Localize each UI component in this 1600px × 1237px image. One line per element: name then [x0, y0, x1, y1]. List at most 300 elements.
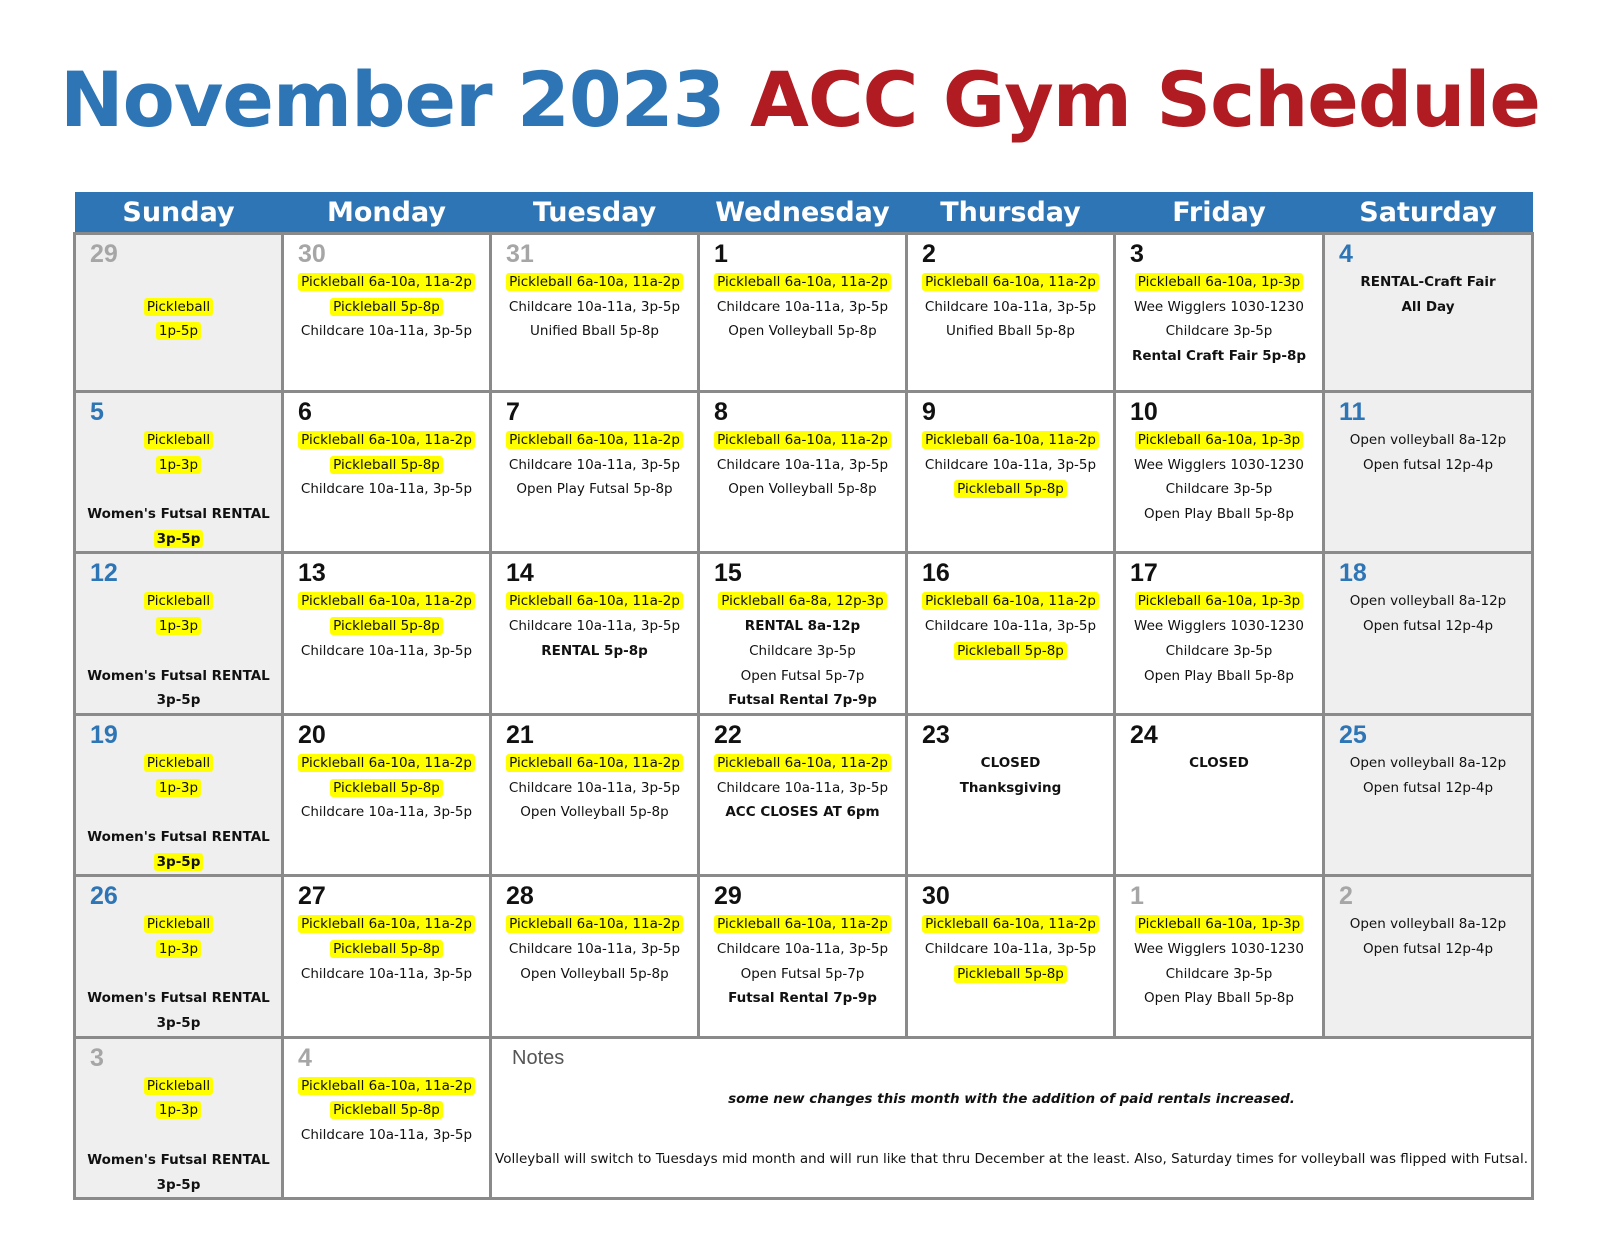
event-line: [284, 270, 489, 295]
highlighted-event-text: Pickleball 6a-10a, 11a-2p: [714, 273, 891, 291]
event-text: Open futsal 12p-4p: [1362, 941, 1494, 957]
event-text: Childcare 3p-5p: [749, 642, 856, 659]
event-text: Open Volleyball 5p-8p: [520, 804, 669, 821]
day-cell: [1115, 876, 1324, 1037]
highlighted-event-text: 1p-3p: [156, 779, 201, 797]
event-line: [1116, 428, 1322, 453]
event-line: [76, 850, 281, 875]
highlighted-event-text: Pickleball 5p-8p: [954, 965, 1067, 983]
event-line: [700, 912, 905, 937]
highlighted-event-text: 1p-3p: [156, 1101, 201, 1119]
event-line: [284, 912, 489, 937]
day-cell: [283, 1037, 491, 1198]
day-cell: [283, 392, 491, 553]
highlighted-event-text: Pickleball: [144, 298, 213, 316]
event-line: [1325, 428, 1531, 453]
highlighted-event-text: Pickleball 6a-10a, 11a-2p: [714, 915, 891, 933]
event-line: [1116, 589, 1322, 614]
event-text: Childcare 3p-5p: [1165, 642, 1273, 659]
highlighted-event-text: Pickleball 5p-8p: [954, 480, 1067, 498]
event-line: [700, 477, 905, 502]
event-line: [284, 937, 489, 962]
day-cell: [1324, 876, 1533, 1037]
highlighted-event-text: 1p-3p: [156, 456, 201, 474]
spacer: [76, 477, 281, 502]
notes-cell: [491, 1037, 1533, 1198]
event-line: [700, 751, 905, 776]
notes-label: Notes: [512, 1046, 565, 1069]
event-list: [492, 587, 697, 663]
event-text: Childcare 10a-11a, 3p-5p: [300, 323, 473, 340]
highlighted-event-text: Pickleball 5p-8p: [330, 1101, 443, 1119]
event-list: [284, 910, 489, 986]
day-cell: [283, 234, 491, 392]
event-list: [908, 749, 1113, 800]
event-list: [284, 268, 489, 344]
page-title: [0, 52, 1600, 148]
weekday-header-friday: Friday: [1115, 192, 1324, 234]
day-cell: [491, 392, 699, 553]
day-number: 31: [506, 240, 534, 268]
day-cell: [907, 876, 1115, 1037]
event-list: [76, 587, 281, 712]
highlighted-event-text: Pickleball 6a-10a, 11a-2p: [506, 915, 683, 933]
day-number: 2: [1339, 882, 1353, 911]
event-text: Childcare 10a-11a, 3p-5p: [924, 618, 1097, 635]
event-line: [492, 295, 697, 320]
weekday-header-thursday: Thursday: [907, 192, 1115, 234]
event-list: [1325, 749, 1531, 800]
event-text: Childcare 10a-11a, 3p-5p: [508, 618, 681, 635]
event-line: [908, 614, 1113, 639]
title-month: November 2023: [60, 55, 725, 144]
day-number: 24: [1130, 720, 1158, 749]
event-text: Childcare 10a-11a, 3p-5p: [924, 941, 1097, 957]
event-text: Open Play Bball 5p-8p: [1144, 667, 1294, 684]
event-line: [700, 639, 905, 664]
event-line: [76, 614, 281, 639]
event-line: [700, 270, 905, 295]
notes-line-1: some new changes this month with the addition of paid rentals increased.: [728, 1090, 1295, 1107]
event-list: [284, 749, 489, 825]
day-number: 20: [298, 720, 326, 749]
weekday-header-saturday: Saturday: [1324, 192, 1533, 234]
event-text: Childcare 10a-11a, 3p-5p: [716, 779, 889, 796]
day-cell: [491, 714, 699, 875]
event-line: [700, 589, 905, 614]
spacer: [76, 962, 281, 987]
day-number: 3: [90, 1043, 104, 1072]
day-number: 30: [922, 882, 950, 911]
event-list: [700, 426, 905, 502]
highlighted-event-text: Pickleball: [144, 592, 213, 610]
day-cell: [75, 392, 283, 553]
event-line: [700, 428, 905, 453]
event-line: [908, 912, 1113, 937]
event-text: Open Play Futsal 5p-8p: [516, 481, 673, 498]
event-line: [908, 453, 1113, 478]
event-text: 3p-5p: [156, 692, 201, 709]
week-row: [75, 876, 1533, 1037]
highlighted-event-text: Pickleball 6a-10a, 11a-2p: [506, 754, 683, 772]
event-line: [1116, 295, 1322, 320]
event-list: [1325, 910, 1531, 961]
event-line: [492, 428, 697, 453]
event-line: [76, 589, 281, 614]
event-list: [1116, 268, 1322, 369]
event-list: [908, 268, 1113, 344]
event-line: [1116, 344, 1322, 369]
event-line: [284, 319, 489, 344]
highlighted-event-text: 1p-3p: [156, 617, 201, 635]
event-line: [1116, 614, 1322, 639]
day-cell: [75, 234, 283, 392]
event-text: RENTAL 8a-12p: [744, 618, 861, 635]
event-text: RENTAL-Craft Fair: [1360, 274, 1496, 290]
event-text: Childcare 10a-11a, 3p-5p: [716, 298, 889, 315]
day-cell: [75, 714, 283, 875]
event-list: [1116, 910, 1322, 1011]
event-list: [700, 910, 905, 1011]
event-line: [1325, 589, 1531, 614]
day-cell: [1115, 553, 1324, 714]
event-text: Wee Wigglers 1030-1230: [1134, 298, 1304, 315]
event-line: [1325, 295, 1531, 320]
event-line: [284, 776, 489, 801]
event-line: [76, 825, 281, 850]
event-line: [492, 453, 697, 478]
day-cell: [1324, 234, 1533, 392]
day-cell: [1115, 714, 1324, 875]
day-number: 27: [298, 882, 326, 911]
event-line: [1116, 319, 1322, 344]
event-list: [1325, 268, 1531, 319]
event-text: Childcare 10a-11a, 3p-5p: [300, 965, 473, 982]
event-line: [1325, 453, 1531, 478]
day-cell: [1115, 234, 1324, 392]
event-line: [492, 751, 697, 776]
event-text: Open volleyball 8a-12p: [1349, 593, 1507, 610]
event-text: Wee Wigglers 1030-1230: [1134, 618, 1304, 635]
event-text: Wee Wigglers 1030-1230: [1134, 941, 1304, 957]
event-text: Open futsal 12p-4p: [1362, 618, 1494, 635]
event-text: Childcare 3p-5p: [1165, 323, 1273, 340]
event-text: Childcare 10a-11a, 3p-5p: [924, 456, 1097, 473]
weekday-header-sunday: Sunday: [75, 192, 283, 234]
event-line: [492, 589, 697, 614]
event-line: [700, 295, 905, 320]
event-line: [908, 428, 1113, 453]
day-number: 7: [506, 398, 520, 426]
event-line: [1116, 986, 1322, 1011]
event-list: [1116, 749, 1322, 776]
event-line: [284, 428, 489, 453]
week-row: [75, 714, 1533, 875]
event-list: [700, 268, 905, 344]
event-list: [76, 426, 281, 551]
event-line: [284, 751, 489, 776]
event-text: Open volleyball 8a-12p: [1349, 432, 1507, 448]
event-line: [1325, 614, 1531, 639]
event-list: [700, 749, 905, 825]
event-text: Open Play Bball 5p-8p: [1144, 506, 1294, 523]
highlighted-event-text: Pickleball 6a-10a, 11a-2p: [298, 592, 475, 610]
highlighted-event-text: 1p-3p: [156, 940, 201, 958]
event-list: [1325, 426, 1531, 477]
highlighted-event-text: Pickleball 5p-8p: [330, 940, 443, 958]
event-line: [76, 1011, 281, 1036]
event-text: Open volleyball 8a-12p: [1349, 754, 1507, 771]
event-line: [76, 453, 281, 478]
day-number: 29: [714, 882, 742, 911]
day-number: 18: [1339, 559, 1367, 588]
day-number: 9: [922, 398, 936, 426]
highlighted-event-text: Pickleball 6a-10a, 1p-3p: [1135, 273, 1303, 291]
event-text: Childcare 10a-11a, 3p-5p: [300, 481, 473, 498]
event-line: [908, 937, 1113, 962]
event-text: RENTAL 5p-8p: [541, 642, 648, 659]
event-list: [284, 426, 489, 502]
event-text: 3p-5p: [156, 1176, 201, 1193]
highlighted-event-text: Pickleball 5p-8p: [330, 456, 443, 474]
event-list: [76, 1072, 281, 1197]
event-line: [700, 614, 905, 639]
day-number: 16: [922, 559, 950, 588]
highlighted-event-text: 1p-5p: [156, 322, 201, 340]
event-text: Women's Futsal RENTAL: [87, 990, 270, 1007]
event-list: [284, 587, 489, 663]
event-text: Open futsal 12p-4p: [1362, 779, 1494, 796]
event-text: Childcare 10a-11a, 3p-5p: [716, 941, 889, 957]
day-cell: [491, 876, 699, 1037]
event-line: [700, 962, 905, 987]
spacer: [76, 1123, 281, 1148]
day-cell: [1324, 392, 1533, 553]
event-list: [76, 910, 281, 1035]
week-row: [75, 392, 1533, 553]
day-number: 6: [298, 398, 312, 426]
event-text: Childcare 10a-11a, 3p-5p: [508, 298, 681, 315]
event-list: [76, 268, 281, 344]
week-row: [75, 1037, 1533, 1198]
event-text: 3p-5p: [156, 1015, 201, 1032]
day-number: 15: [714, 559, 742, 588]
highlighted-event-text: 3p-5p: [154, 530, 204, 548]
event-line: [908, 776, 1113, 801]
event-line: [284, 453, 489, 478]
event-list: [492, 749, 697, 825]
event-text: Childcare 10a-11a, 3p-5p: [300, 1127, 473, 1144]
event-text: Thanksgiving: [959, 779, 1062, 796]
highlighted-event-text: Pickleball 5p-8p: [954, 642, 1067, 660]
event-line: [908, 751, 1113, 776]
event-list: [1325, 587, 1531, 638]
event-line: [284, 1123, 489, 1148]
event-text: Childcare 10a-11a, 3p-5p: [300, 804, 473, 821]
day-cell: [491, 234, 699, 392]
weekday-header-row: [75, 192, 1533, 234]
event-text: Open Futsal 5p-7p: [740, 965, 865, 982]
event-text: Open Volleyball 5p-8p: [728, 481, 877, 498]
event-text: Open futsal 12p-4p: [1362, 456, 1494, 473]
event-text: Open volleyball 8a-12p: [1349, 916, 1507, 933]
event-line: [284, 1098, 489, 1123]
weekday-header-monday: Monday: [283, 192, 491, 234]
event-text: Rental Craft Fair 5p-8p: [1132, 348, 1306, 365]
highlighted-event-text: Pickleball 6a-10a, 11a-2p: [506, 431, 683, 449]
event-line: [1116, 270, 1322, 295]
event-text: Women's Futsal RENTAL: [87, 667, 270, 684]
event-line: [908, 270, 1113, 295]
highlighted-event-text: Pickleball 6a-10a, 11a-2p: [922, 431, 1099, 449]
event-list: [492, 910, 697, 986]
event-line: [908, 319, 1113, 344]
event-line: [700, 800, 905, 825]
day-cell: [699, 392, 907, 553]
event-text: Unified Bball 5p-8p: [946, 323, 1075, 340]
day-number: 26: [90, 882, 118, 911]
day-cell: [699, 714, 907, 875]
notes-line-2: Volleyball will switch to Tuesdays mid month and will run like that thru December at the least. Also, Saturday times for volleyball was flipped with Futsal.: [495, 1150, 1528, 1167]
highlighted-event-text: Pickleball 5p-8p: [330, 779, 443, 797]
event-text: Childcare 10a-11a, 3p-5p: [716, 456, 889, 473]
day-cell: [907, 392, 1115, 553]
event-line: [908, 477, 1113, 502]
event-line: [76, 688, 281, 713]
event-line: [700, 688, 905, 713]
event-line: [76, 1148, 281, 1173]
day-cell: [1324, 553, 1533, 714]
event-line: [284, 1074, 489, 1099]
event-line: [76, 937, 281, 962]
event-line: [1325, 776, 1531, 801]
event-text: Women's Futsal RENTAL: [87, 1151, 270, 1168]
weekday-header-tuesday: Tuesday: [491, 192, 699, 234]
highlighted-event-text: Pickleball 6a-10a, 11a-2p: [298, 1077, 475, 1095]
spacer: [76, 639, 281, 664]
day-cell: [283, 876, 491, 1037]
highlighted-event-text: Pickleball 6a-10a, 11a-2p: [506, 592, 683, 610]
event-line: [1116, 751, 1322, 776]
highlighted-event-text: Pickleball 6a-10a, 1p-3p: [1135, 915, 1303, 933]
day-number: 19: [90, 720, 118, 749]
event-line: [908, 295, 1113, 320]
highlighted-event-text: Pickleball: [144, 431, 213, 449]
event-list: [492, 268, 697, 344]
spacer: [76, 800, 281, 825]
event-line: [492, 270, 697, 295]
highlighted-event-text: Pickleball 6a-10a, 11a-2p: [298, 915, 475, 933]
event-line: [1116, 962, 1322, 987]
event-line: [1116, 477, 1322, 502]
day-number: 8: [714, 398, 728, 426]
event-line: [284, 962, 489, 987]
day-number: 10: [1130, 398, 1158, 426]
event-text: Open Futsal 5p-7p: [740, 667, 865, 684]
event-text: Futsal Rental 7p-9p: [728, 692, 877, 709]
day-number: 14: [506, 559, 534, 588]
highlighted-event-text: Pickleball 5p-8p: [330, 617, 443, 635]
event-line: [492, 800, 697, 825]
event-line: [284, 800, 489, 825]
event-text: Women's Futsal RENTAL: [87, 828, 270, 845]
event-text: All Day: [1401, 298, 1455, 315]
spacer: [76, 270, 281, 295]
day-number: 2: [922, 240, 936, 268]
day-cell: [907, 714, 1115, 875]
day-cell: [75, 876, 283, 1037]
event-line: [1116, 664, 1322, 689]
day-number: 22: [714, 720, 742, 749]
day-cell: [283, 714, 491, 875]
day-number: 1: [1130, 882, 1144, 911]
day-cell: [1115, 392, 1324, 553]
day-cell: [699, 553, 907, 714]
event-line: [284, 295, 489, 320]
event-text: Childcare 10a-11a, 3p-5p: [300, 642, 473, 659]
week-row: [75, 553, 1533, 714]
event-line: [492, 639, 697, 664]
event-line: [700, 453, 905, 478]
event-list: [1116, 587, 1322, 688]
event-line: [76, 295, 281, 320]
event-line: [76, 502, 281, 527]
day-cell: [283, 553, 491, 714]
day-number: 12: [90, 559, 118, 588]
event-text: CLOSED: [980, 754, 1041, 771]
event-list: [908, 587, 1113, 663]
highlighted-event-text: Pickleball 6a-10a, 1p-3p: [1135, 592, 1303, 610]
event-line: [76, 428, 281, 453]
event-text: Childcare 10a-11a, 3p-5p: [508, 941, 681, 957]
event-line: [1325, 912, 1531, 937]
highlighted-event-text: Pickleball 6a-10a, 11a-2p: [922, 915, 1099, 933]
highlighted-event-text: Pickleball 5p-8p: [330, 298, 443, 316]
event-list: [908, 910, 1113, 986]
event-line: [1325, 937, 1531, 962]
day-number: 11: [1339, 398, 1366, 426]
event-line: [76, 664, 281, 689]
event-line: [492, 912, 697, 937]
day-number: 3: [1130, 240, 1144, 268]
day-number: 17: [1130, 559, 1158, 588]
highlighted-event-text: Pickleball 6a-10a, 11a-2p: [506, 273, 683, 291]
event-line: [1116, 453, 1322, 478]
event-text: Childcare 3p-5p: [1165, 965, 1273, 982]
event-list: [908, 426, 1113, 502]
highlighted-event-text: Pickleball 6a-8a, 12p-3p: [718, 592, 886, 610]
highlighted-event-text: Pickleball 6a-10a, 11a-2p: [298, 431, 475, 449]
day-cell: [699, 234, 907, 392]
event-line: [1325, 751, 1531, 776]
day-number: 28: [506, 882, 534, 911]
event-line: [76, 1098, 281, 1123]
event-line: [492, 319, 697, 344]
day-cell: [75, 553, 283, 714]
event-line: [492, 776, 697, 801]
event-text: Women's Futsal RENTAL: [87, 506, 270, 523]
day-number: 21: [506, 720, 534, 749]
event-line: [1325, 270, 1531, 295]
day-cell: [491, 553, 699, 714]
event-text: Open Volleyball 5p-8p: [728, 323, 877, 340]
calendar-grid: [73, 192, 1534, 1200]
day-number: 25: [1339, 720, 1367, 749]
highlighted-event-text: Pickleball 6a-10a, 11a-2p: [922, 273, 1099, 291]
event-line: [76, 527, 281, 552]
day-cell: [907, 553, 1115, 714]
day-number: 4: [298, 1043, 312, 1072]
